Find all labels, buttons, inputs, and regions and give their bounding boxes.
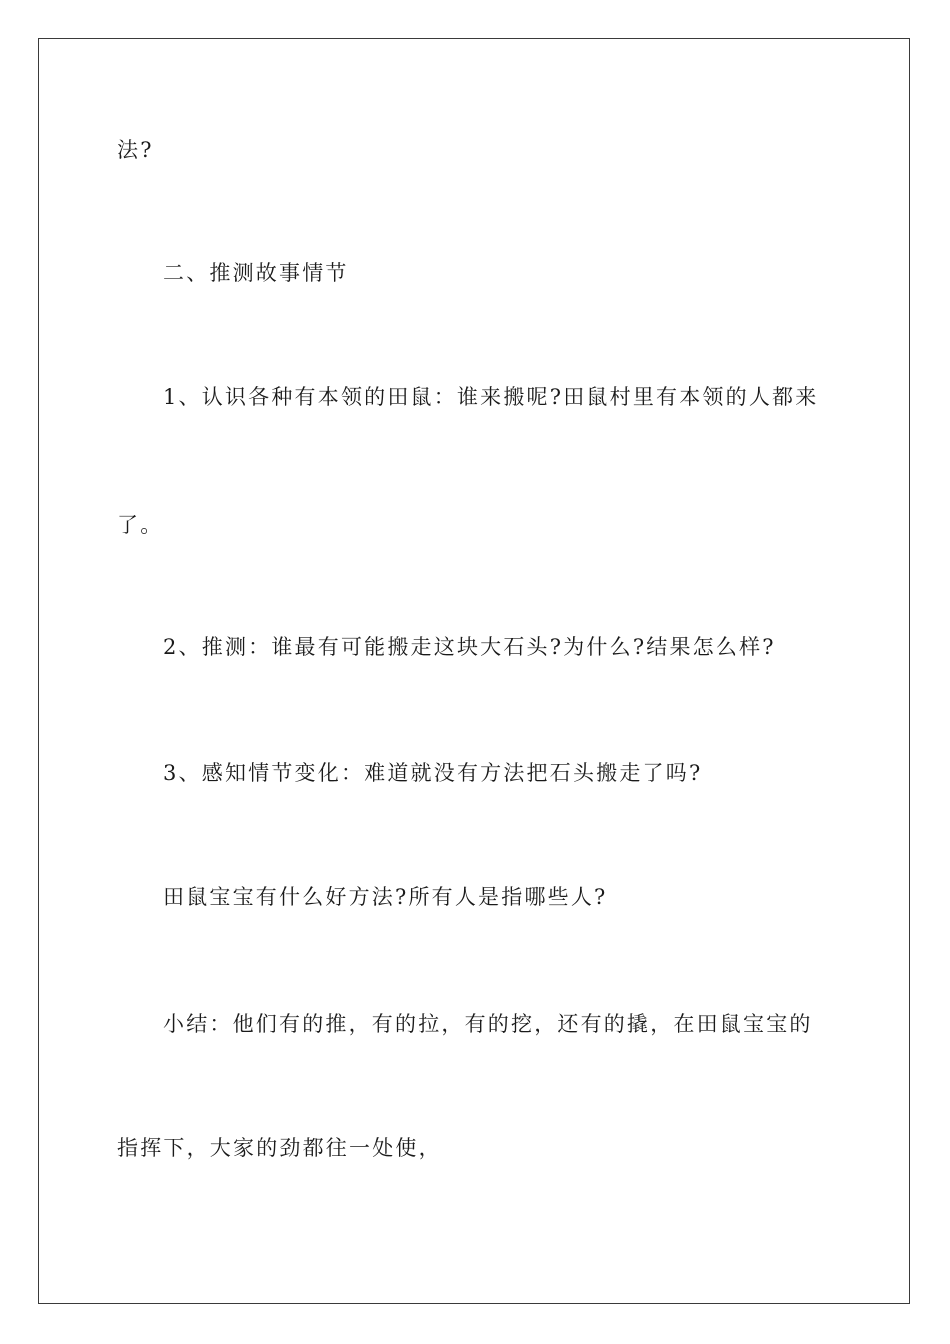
text-line-3: 1、认识各种有本领的田鼠：谁来搬呢?田鼠村里有本领的人都来: [163, 385, 819, 409]
text-line-7: 田鼠宝宝有什么好方法?所有人是指哪些人?: [163, 885, 608, 909]
text-line-8: 小结：他们有的推，有的拉，有的挖，还有的撬，在田鼠宝宝的: [163, 1012, 813, 1036]
text-line-6: 3、感知情节变化：难道就没有方法把石头搬走了吗?: [163, 761, 703, 785]
page-border: [38, 38, 910, 1304]
section-heading: 二、推测故事情节: [163, 261, 349, 285]
text-line-1: 法?: [117, 138, 154, 162]
text-line-9: 指挥下，大家的劲都往一处使，: [117, 1136, 442, 1160]
text-line-4: 了。: [117, 513, 164, 537]
text-line-5: 2、推测：谁最有可能搬走这块大石头?为什么?结果怎么样?: [163, 635, 776, 659]
